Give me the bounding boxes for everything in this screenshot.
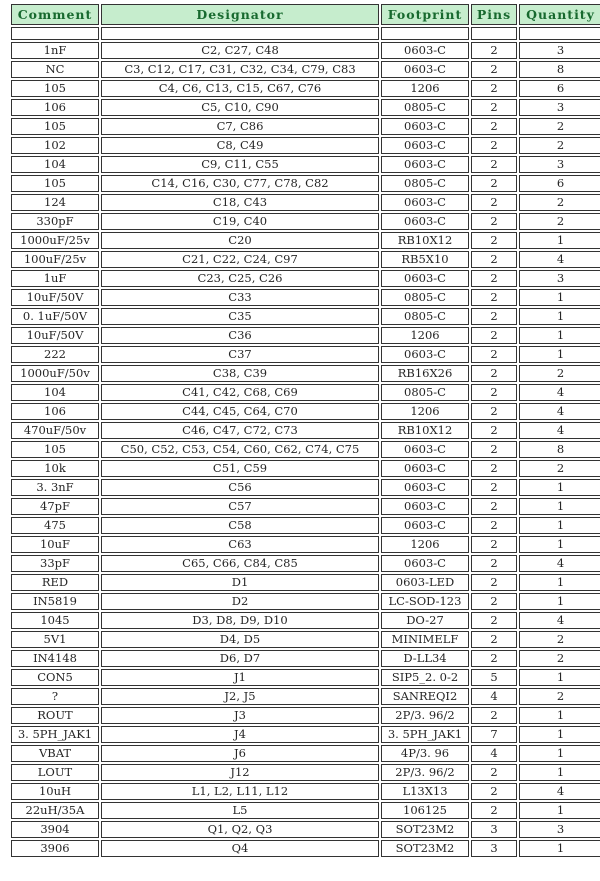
cell-pins: 2 [471,593,517,610]
cell-designator [101,27,379,40]
cell-designator: J4 [101,726,379,743]
cell-footprint: 0603-C [381,479,469,496]
cell-quantity: 2 [519,631,600,648]
cell-quantity: 4 [519,251,600,268]
cell-comment: 10k [11,460,99,477]
cell-comment: 105 [11,175,99,192]
cell-quantity: 1 [519,707,600,724]
table-row [11,80,600,97]
cell-footprint: 0603-LED [381,574,469,591]
cell-comment: ? [11,688,99,705]
table-row [11,517,600,534]
cell-designator: C65, C66, C84, C85 [101,555,379,572]
cell-designator: C5, C10, C90 [101,99,379,116]
cell-footprint: 0603-C [381,118,469,135]
cell-comment: 330pF [11,213,99,230]
column-header-footprint: Footprint [381,4,469,25]
cell-designator: C33 [101,289,379,306]
bom-table-header [11,4,600,25]
empty-row [11,27,600,40]
cell-quantity: 1 [519,669,600,686]
table-row [11,194,600,211]
cell-pins: 2 [471,346,517,363]
cell-designator: L5 [101,802,379,819]
table-row [11,840,600,857]
table-row [11,441,600,458]
cell-quantity: 1 [519,479,600,496]
cell-designator: C36 [101,327,379,344]
cell-quantity: 1 [519,726,600,743]
cell-pins: 2 [471,764,517,781]
cell-designator: D1 [101,574,379,591]
table-row [11,745,600,762]
cell-comment: 100uF/25v [11,251,99,268]
cell-pins: 2 [471,118,517,135]
cell-pins: 2 [471,156,517,173]
cell-footprint: 3. 5PH_JAK1 [381,726,469,743]
cell-pins: 3 [471,821,517,838]
cell-designator: C50, C52, C53, C54, C60, C62, C74, C75 [101,441,379,458]
table-row [11,631,600,648]
table-row [11,479,600,496]
column-header-quantity: Quantity [519,4,600,25]
cell-footprint: 0603-C [381,61,469,78]
table-row [11,783,600,800]
cell-pins: 2 [471,232,517,249]
cell-comment: RED [11,574,99,591]
cell-designator: C9, C11, C55 [101,156,379,173]
cell-footprint: 0603-C [381,498,469,515]
cell-quantity: 3 [519,99,600,116]
table-row [11,802,600,819]
cell-quantity: 1 [519,593,600,610]
cell-quantity: 1 [519,308,600,325]
cell-footprint: 0603-C [381,42,469,59]
cell-pins: 2 [471,365,517,382]
cell-pins: 2 [471,460,517,477]
cell-comment: 1nF [11,42,99,59]
column-header-comment: Comment [11,4,99,25]
cell-designator: C18, C43 [101,194,379,211]
cell-designator: C57 [101,498,379,515]
table-row [11,42,600,59]
cell-pins: 2 [471,80,517,97]
cell-pins: 4 [471,745,517,762]
cell-comment: 47pF [11,498,99,515]
cell-pins: 2 [471,517,517,534]
cell-comment: 124 [11,194,99,211]
cell-footprint: SOT23M2 [381,821,469,838]
cell-quantity: 2 [519,213,600,230]
cell-footprint: 2P/3. 96/2 [381,707,469,724]
cell-designator: C51, C59 [101,460,379,477]
cell-pins [471,27,517,40]
cell-quantity: 6 [519,80,600,97]
cell-designator: D3, D8, D9, D10 [101,612,379,629]
cell-footprint: 0603-C [381,346,469,363]
cell-designator: C7, C86 [101,118,379,135]
table-row [11,156,600,173]
cell-pins: 2 [471,498,517,515]
cell-comment: 33pF [11,555,99,572]
cell-pins: 2 [471,650,517,667]
cell-pins: 2 [471,707,517,724]
table-row [11,403,600,420]
table-row [11,688,600,705]
cell-footprint: 0603-C [381,555,469,572]
table-row [11,669,600,686]
cell-quantity: 8 [519,441,600,458]
cell-designator: C56 [101,479,379,496]
table-row [11,821,600,838]
cell-pins: 2 [471,783,517,800]
bom-table [9,2,600,859]
cell-comment: 3906 [11,840,99,857]
cell-comment: 105 [11,80,99,97]
cell-designator: C41, C42, C68, C69 [101,384,379,401]
table-row [11,707,600,724]
cell-footprint: 1206 [381,536,469,553]
cell-pins: 2 [471,213,517,230]
cell-footprint: MINIMELF [381,631,469,648]
cell-footprint: 0805-C [381,384,469,401]
cell-designator: C8, C49 [101,137,379,154]
cell-quantity: 1 [519,498,600,515]
cell-designator: C20 [101,232,379,249]
cell-footprint: 0603-C [381,213,469,230]
cell-comment: 10uF [11,536,99,553]
cell-pins: 5 [471,669,517,686]
cell-comment: LOUT [11,764,99,781]
table-row [11,99,600,116]
table-row [11,650,600,667]
cell-designator: Q4 [101,840,379,857]
table-row [11,593,600,610]
cell-footprint: 0603-C [381,194,469,211]
cell-pins: 2 [471,137,517,154]
cell-comment: CON5 [11,669,99,686]
cell-quantity: 2 [519,194,600,211]
cell-comment: 22uH/35A [11,802,99,819]
cell-pins: 2 [471,175,517,192]
cell-comment: ROUT [11,707,99,724]
cell-designator: C35 [101,308,379,325]
cell-designator: C38, C39 [101,365,379,382]
cell-comment: 104 [11,156,99,173]
cell-comment: 106 [11,99,99,116]
table-row [11,365,600,382]
cell-footprint: 0603-C [381,441,469,458]
cell-pins: 2 [471,802,517,819]
table-row [11,327,600,344]
cell-pins: 2 [471,42,517,59]
cell-pins: 2 [471,555,517,572]
table-row [11,574,600,591]
cell-quantity: 1 [519,802,600,819]
header-row [11,4,600,25]
cell-designator: C14, C16, C30, C77, C78, C82 [101,175,379,192]
cell-comment: 5V1 [11,631,99,648]
cell-designator: C2, C27, C48 [101,42,379,59]
cell-quantity: 1 [519,840,600,857]
cell-designator: D2 [101,593,379,610]
cell-pins: 2 [471,612,517,629]
cell-comment: 104 [11,384,99,401]
cell-footprint: 0805-C [381,175,469,192]
cell-comment: 1uF [11,270,99,287]
cell-pins: 2 [471,422,517,439]
cell-designator: C44, C45, C64, C70 [101,403,379,420]
cell-comment: IN4148 [11,650,99,667]
cell-comment: 10uF/50V [11,327,99,344]
table-row [11,137,600,154]
cell-quantity: 1 [519,745,600,762]
cell-footprint: L13X13 [381,783,469,800]
cell-quantity: 3 [519,821,600,838]
cell-footprint: DO-27 [381,612,469,629]
cell-comment: 10uF/50V [11,289,99,306]
cell-quantity: 2 [519,365,600,382]
cell-pins: 2 [471,327,517,344]
cell-pins: 2 [471,479,517,496]
bom-table-body [11,27,600,857]
column-header-designator: Designator [101,4,379,25]
cell-comment: 1000uF/50v [11,365,99,382]
cell-pins: 2 [471,270,517,287]
cell-footprint: 0603-C [381,460,469,477]
cell-pins: 2 [471,194,517,211]
cell-designator: L1, L2, L11, L12 [101,783,379,800]
table-row [11,289,600,306]
cell-quantity: 4 [519,612,600,629]
cell-comment: 106 [11,403,99,420]
table-row [11,61,600,78]
cell-designator: C58 [101,517,379,534]
cell-pins: 2 [471,289,517,306]
cell-designator: C3, C12, C17, C31, C32, C34, C79, C83 [101,61,379,78]
cell-quantity: 2 [519,460,600,477]
cell-quantity [519,27,600,40]
cell-comment: 470uF/50v [11,422,99,439]
cell-footprint: RB5X10 [381,251,469,268]
cell-designator: C21, C22, C24, C97 [101,251,379,268]
table-row [11,251,600,268]
cell-footprint: 4P/3. 96 [381,745,469,762]
cell-pins: 2 [471,536,517,553]
cell-pins: 7 [471,726,517,743]
cell-pins: 2 [471,384,517,401]
cell-footprint: 106125 [381,802,469,819]
table-row [11,764,600,781]
cell-designator: J12 [101,764,379,781]
cell-designator: C63 [101,536,379,553]
cell-quantity: 2 [519,650,600,667]
cell-comment: 222 [11,346,99,363]
cell-comment: 1000uF/25v [11,232,99,249]
table-row [11,308,600,325]
table-row [11,232,600,249]
cell-quantity: 4 [519,422,600,439]
cell-quantity: 8 [519,61,600,78]
cell-comment: VBAT [11,745,99,762]
cell-comment: 105 [11,441,99,458]
cell-comment: 0. 1uF/50V [11,308,99,325]
cell-footprint: SIP5_2. 0-2 [381,669,469,686]
table-row [11,555,600,572]
cell-designator: C37 [101,346,379,363]
cell-designator: C19, C40 [101,213,379,230]
cell-footprint: 0805-C [381,308,469,325]
cell-quantity: 1 [519,289,600,306]
cell-quantity: 2 [519,137,600,154]
cell-footprint: 1206 [381,80,469,97]
cell-footprint: RB10X12 [381,422,469,439]
table-row [11,726,600,743]
cell-quantity: 2 [519,688,600,705]
table-row [11,422,600,439]
cell-footprint: 0805-C [381,289,469,306]
column-header-pins: Pins [471,4,517,25]
cell-quantity: 4 [519,403,600,420]
cell-pins: 2 [471,61,517,78]
cell-pins: 2 [471,441,517,458]
cell-quantity: 4 [519,555,600,572]
cell-pins: 2 [471,574,517,591]
cell-pins: 4 [471,688,517,705]
cell-designator: C23, C25, C26 [101,270,379,287]
cell-footprint: 1206 [381,327,469,344]
cell-footprint: RB10X12 [381,232,469,249]
table-row [11,118,600,135]
cell-footprint: D-LL34 [381,650,469,667]
cell-quantity: 1 [519,232,600,249]
table-row [11,346,600,363]
cell-pins: 2 [471,403,517,420]
cell-comment: 10uH [11,783,99,800]
cell-quantity: 1 [519,574,600,591]
cell-quantity: 3 [519,270,600,287]
cell-footprint: 0805-C [381,99,469,116]
cell-pins: 2 [471,308,517,325]
cell-comment: 105 [11,118,99,135]
cell-quantity: 1 [519,536,600,553]
cell-quantity: 4 [519,384,600,401]
cell-designator: J3 [101,707,379,724]
cell-footprint: 0603-C [381,137,469,154]
cell-quantity: 1 [519,764,600,781]
cell-footprint: SOT23M2 [381,840,469,857]
cell-pins: 3 [471,840,517,857]
cell-comment: 3. 5PH_JAK1 [11,726,99,743]
cell-pins: 2 [471,631,517,648]
table-row [11,175,600,192]
cell-footprint: RB16X26 [381,365,469,382]
cell-footprint: LC-SOD-123 [381,593,469,610]
cell-designator: J2, J5 [101,688,379,705]
cell-quantity: 6 [519,175,600,192]
cell-comment: NC [11,61,99,78]
table-row [11,536,600,553]
table-row [11,270,600,287]
cell-footprint: 1206 [381,403,469,420]
cell-designator: D6, D7 [101,650,379,667]
cell-designator: Q1, Q2, Q3 [101,821,379,838]
cell-designator: J6 [101,745,379,762]
cell-quantity: 1 [519,517,600,534]
cell-comment: IN5819 [11,593,99,610]
cell-comment: 1045 [11,612,99,629]
cell-footprint: 2P/3. 96/2 [381,764,469,781]
cell-quantity: 1 [519,346,600,363]
cell-footprint: 0603-C [381,156,469,173]
table-row [11,213,600,230]
cell-footprint: 0603-C [381,270,469,287]
cell-comment: 475 [11,517,99,534]
cell-designator: C46, C47, C72, C73 [101,422,379,439]
cell-footprint [381,27,469,40]
table-row [11,612,600,629]
cell-comment: 3904 [11,821,99,838]
cell-comment: 102 [11,137,99,154]
cell-designator: D4, D5 [101,631,379,648]
cell-footprint: SANREQI2 [381,688,469,705]
cell-pins: 2 [471,99,517,116]
cell-quantity: 4 [519,783,600,800]
cell-comment [11,27,99,40]
table-row [11,384,600,401]
table-row [11,498,600,515]
cell-quantity: 3 [519,156,600,173]
cell-comment: 3. 3nF [11,479,99,496]
cell-quantity: 2 [519,118,600,135]
cell-pins: 2 [471,251,517,268]
cell-designator: C4, C6, C13, C15, C67, C76 [101,80,379,97]
table-row [11,460,600,477]
cell-quantity: 1 [519,327,600,344]
cell-footprint: 0603-C [381,517,469,534]
cell-quantity: 3 [519,42,600,59]
cell-designator: J1 [101,669,379,686]
